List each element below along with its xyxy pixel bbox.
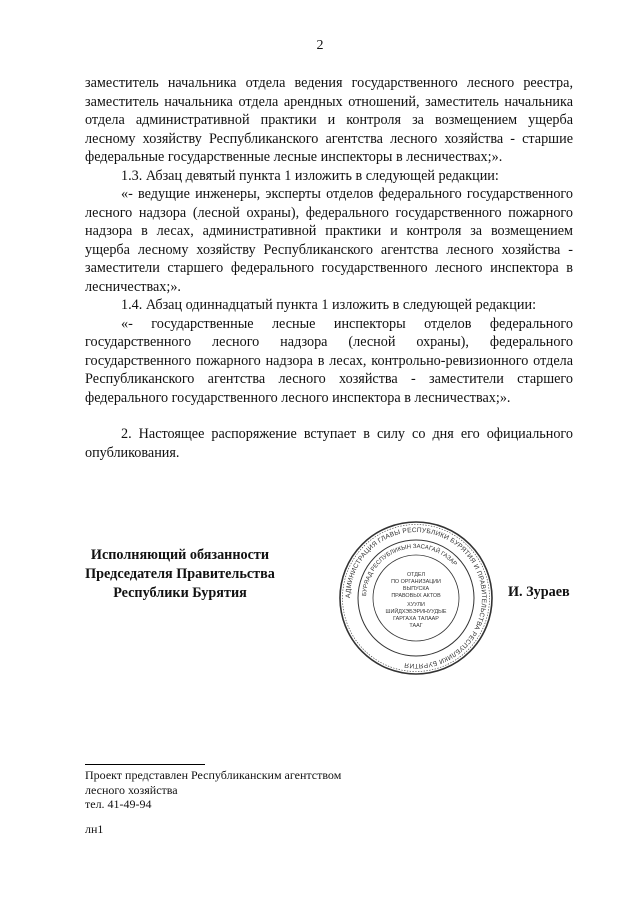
paragraph-1-4-text: «- государственные лесные инспекторы отделов федерального государственного лесного надзора (лесной охраны), федерального государственного пожарного надзора в лесах, контрольно-ревизионного отдела Республиканского агентства лесного хозяйства - заместители старшего федерального государственного лесного инспектора в лесничествах;». xyxy=(85,315,573,406)
seal-center-line: ШИЙДХЭБЭРИНУУДЫЕ xyxy=(385,609,447,615)
seal-center-line: ХУУЛИ xyxy=(407,602,425,608)
seal-inner-ring-text: БУРЯАД РЕСПУБЛИКЫН ЗАСАГАЙ ГАЗАР xyxy=(362,543,458,597)
seal-center-line: ПРАВОВЫХ АКТОВ xyxy=(391,593,441,599)
signatory-name: И. Зураев xyxy=(508,584,570,600)
footer-line-2: лесного хозяйства xyxy=(85,782,178,797)
paragraph-1-3-text: «- ведущие инженеры, эксперты отделов федерального государственного лесного надзора (лесной охраны), федерального государственного пожарного надзора в лесах, административной практики и контроля за возмещением ущерба лесному хозяйству Республиканского агентства лесного хозяйства - заместители старшего федерального государственного лесного инспектора в лесничествах;». xyxy=(85,186,573,295)
seal-center-line: ГАРГАХА ТАЛААР xyxy=(393,616,439,622)
page-number: 2 xyxy=(316,38,324,53)
paragraph-1-4-heading: 1.4. Абзац одиннадцатый пункта 1 изложить в следующей редакции: xyxy=(121,297,537,313)
footer-note xyxy=(85,768,341,812)
signatory-title xyxy=(80,546,280,603)
signatory-title-line-2: Председателя Правительства xyxy=(85,566,275,582)
footer-divider xyxy=(85,764,205,765)
paragraph-2: 2. Настоящее распоряжение вступает в силу со дня его официального опубликования. xyxy=(85,426,573,461)
footer-line-1: Проект представлен Республиканским агентством xyxy=(85,768,342,782)
signatory-title-line-1: Исполняющий обязанности xyxy=(90,547,270,563)
seal-center-line: ОТДЕЛ xyxy=(406,572,426,578)
footer-phone: тел. 41-49-94 xyxy=(85,797,152,811)
seal-center-line: ТААГ xyxy=(409,623,423,629)
paragraph-1: заместитель начальника отдела ведения государственного лесного реестра, заместитель начальника отдела арендных отношений, заместитель начальника отдела административной практики и контроля за возмещением ущерба лесному хозяйству Республиканского агентства лесного хозяйства - старшие федеральные государственные лесные инспекторы в лесничествах;». xyxy=(85,75,573,165)
seal-center-line: ВЫПУСКА xyxy=(402,586,430,592)
official-seal-stamp xyxy=(338,520,494,676)
document-body xyxy=(85,74,573,462)
seal-center-line: ПО ОРГАНИЗАЦИИ xyxy=(391,579,441,585)
document-code: лн1 xyxy=(85,822,104,836)
paragraph-1-3-heading: 1.3. Абзац девятый пункта 1 изложить в следующей редакции: xyxy=(121,167,499,184)
seal-outer-ring-text: АДМИНИСТРАЦИЯ ГЛАВЫ РЕСПУБЛИКИ БУРЯТИЯ И ПРАВИТЕЛЬСТВА РЕСПУБЛИКИ БУРЯТИЯ xyxy=(344,526,488,670)
signatory-title-line-3: Республики Бурятия xyxy=(113,585,247,601)
